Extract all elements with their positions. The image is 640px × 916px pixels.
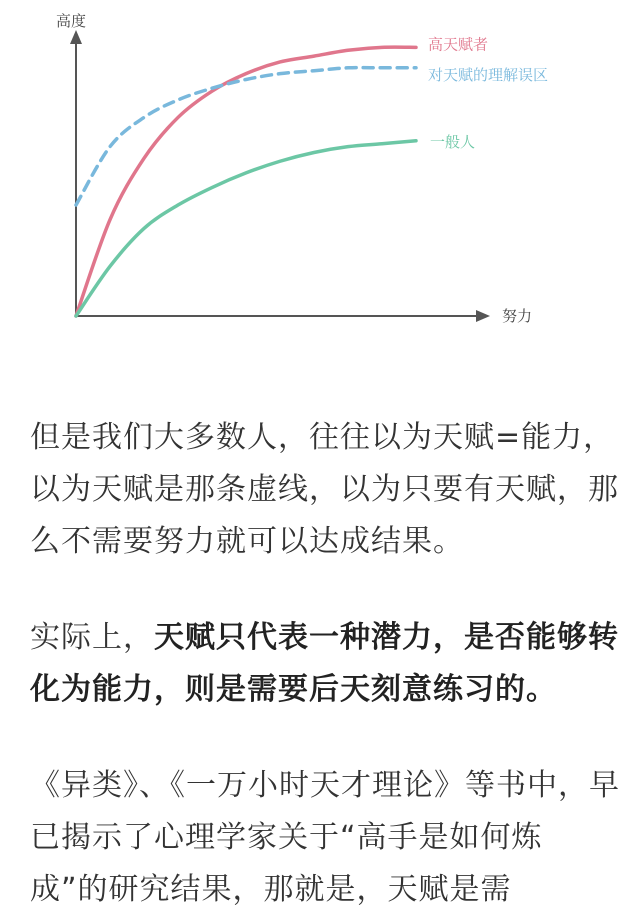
series-layer bbox=[76, 47, 416, 316]
y-axis-label: 高度 bbox=[56, 12, 87, 30]
series-line-1 bbox=[76, 47, 416, 316]
paragraph-2 bbox=[30, 612, 620, 716]
legend-label-1: 高天赋者 bbox=[428, 35, 489, 54]
x-axis-arrow-icon bbox=[476, 310, 490, 322]
paragraph-2-lead: 实际上， bbox=[30, 620, 154, 655]
legend-label-2: 对天赋的理解误区 bbox=[428, 65, 549, 84]
paragraph-2-emphasis: 天赋只代表一种潜力，是否能够转化为能力，则是需要后天刻意练习的。 bbox=[30, 620, 619, 707]
legend-label-3: 一般人 bbox=[430, 132, 476, 151]
x-axis-label: 努力 bbox=[502, 307, 533, 325]
paragraph-3: 《异类》、《一万小时天才理论》等书中，早已揭示了心理学家关于“高手是如何炼成”的研究结果，那就是，天赋是需 bbox=[30, 768, 620, 907]
y-axis-arrow-icon bbox=[70, 30, 82, 44]
effort-height-chart bbox=[0, 0, 640, 360]
series-line-3 bbox=[76, 141, 416, 316]
paragraph-1: 但是我们大多数人，往往以为天赋=能力，以为天赋是那条虚线，以为只要有天赋，那么不需要努力就可以达成结果。 bbox=[30, 420, 619, 559]
legend-layer bbox=[428, 35, 548, 150]
